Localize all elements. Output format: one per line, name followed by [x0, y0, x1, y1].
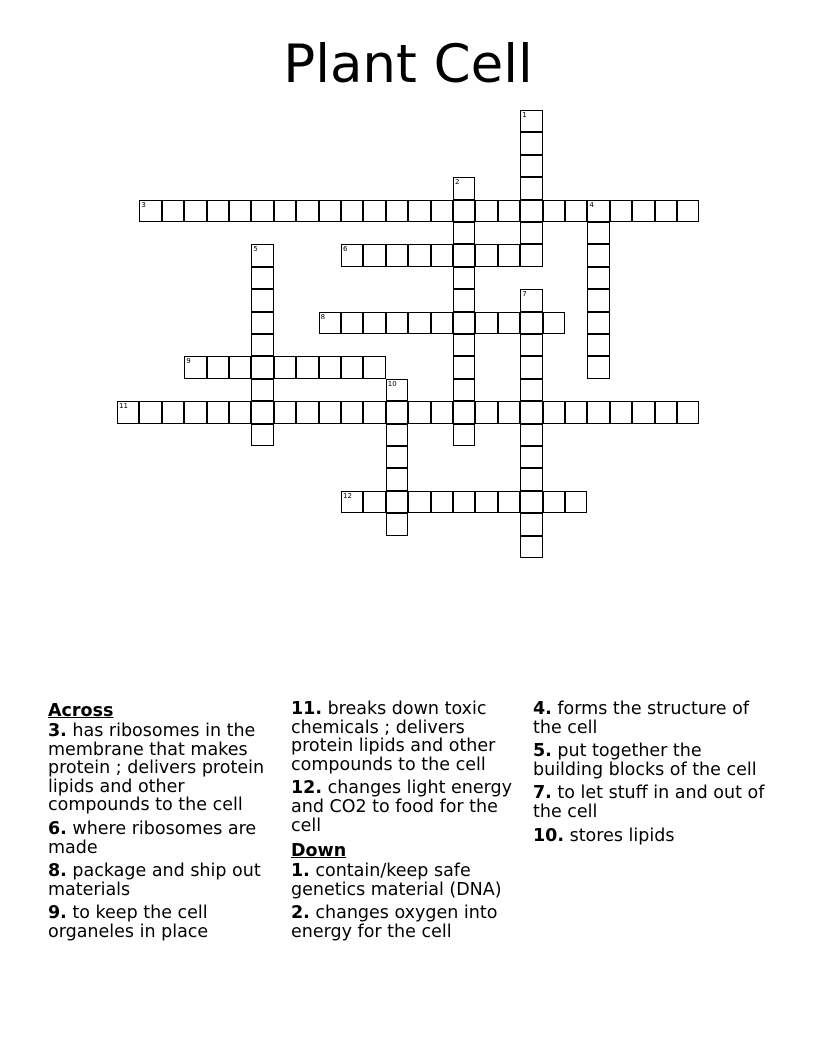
clue-item [291, 862, 529, 899]
cell-number: 9 [186, 357, 191, 366]
clue-item [48, 862, 286, 899]
grid-cell[interactable] [655, 200, 677, 222]
down-clue-list [291, 862, 529, 941]
clue-text: to let stuff in and out of the cell [533, 783, 765, 822]
grid-cell[interactable] [520, 446, 542, 468]
grid-cell[interactable] [565, 491, 587, 513]
clue-text: package and ship out materials [48, 861, 261, 900]
clue-item [291, 779, 529, 835]
clue-number: 10. [533, 825, 565, 846]
grid-cell[interactable] [251, 401, 273, 423]
grid-cell[interactable] [520, 110, 542, 132]
grid-cell[interactable] [453, 177, 475, 199]
grid-cell[interactable] [520, 513, 542, 535]
grid-cell[interactable] [655, 401, 677, 423]
cell-number: 4 [589, 200, 594, 209]
grid-cell[interactable] [341, 401, 363, 423]
grid-cell[interactable] [453, 244, 475, 266]
grid-cell[interactable] [587, 401, 609, 423]
grid-cell[interactable] [251, 379, 273, 401]
clue-item [291, 700, 529, 774]
grid-cell[interactable] [453, 401, 475, 423]
grid-cell[interactable] [319, 401, 341, 423]
grid-cell[interactable] [520, 379, 542, 401]
grid-cell[interactable] [184, 200, 206, 222]
clue-column-3 [533, 700, 771, 850]
grid-cell[interactable] [453, 267, 475, 289]
cell-number: 1 [522, 111, 527, 119]
grid-cell[interactable] [520, 244, 542, 266]
clue-text: to keep the cell organeles in place [48, 903, 209, 942]
grid-cell[interactable] [453, 424, 475, 446]
grid-cell[interactable] [162, 401, 184, 423]
clue-item [48, 722, 286, 815]
grid-cell[interactable] [431, 200, 453, 222]
grid-cell[interactable] [431, 244, 453, 266]
cell-number: 6 [343, 245, 348, 254]
clue-item [533, 742, 771, 779]
grid-cell[interactable] [498, 312, 520, 334]
clue-number: 1. [291, 861, 310, 882]
grid-cell[interactable] [475, 491, 497, 513]
grid-cell[interactable] [587, 267, 609, 289]
grid-cell[interactable] [207, 401, 229, 423]
grid-cell[interactable] [587, 289, 609, 311]
grid-cell[interactable] [408, 401, 430, 423]
grid-cell[interactable] [475, 200, 497, 222]
cell-number: 7 [522, 290, 527, 299]
grid-cell[interactable] [677, 200, 699, 222]
grid-cell[interactable] [453, 491, 475, 513]
cell-number: 12 [343, 491, 352, 500]
clue-item [48, 820, 286, 857]
grid-cell[interactable] [520, 312, 542, 334]
grid-cell[interactable] [386, 312, 408, 334]
grid-cell[interactable] [341, 356, 363, 378]
clue-text: changes oxygen into energy for the cell [291, 903, 498, 942]
grid-cell[interactable] [431, 491, 453, 513]
grid-cell[interactable] [296, 200, 318, 222]
grid-cell[interactable] [520, 177, 542, 199]
clue-text: put together the building blocks of the cell [533, 741, 757, 780]
grid-cell[interactable] [610, 401, 632, 423]
clue-text: breaks down toxic chemicals ; delivers protein lipids and other compounds to the cell [291, 699, 496, 775]
across-clue-list [48, 722, 286, 942]
grid-cell[interactable] [587, 200, 609, 222]
grid-cell[interactable] [587, 312, 609, 334]
clue-text: contain/keep safe genetics material (DNA) [291, 861, 502, 900]
grid-cell[interactable] [139, 401, 161, 423]
clue-column-2 [291, 700, 529, 947]
grid-cell[interactable] [296, 401, 318, 423]
grid-cell[interactable] [251, 356, 273, 378]
grid-cell[interactable] [453, 312, 475, 334]
grid-cell[interactable] [520, 222, 542, 244]
clue-number: 5. [533, 741, 552, 762]
grid-cell[interactable] [520, 155, 542, 177]
down-heading: Down [291, 841, 347, 862]
grid-cell[interactable] [610, 200, 632, 222]
clue-item [291, 904, 529, 941]
grid-cell[interactable] [498, 244, 520, 266]
cell-number: 3 [141, 200, 146, 209]
grid-cell[interactable] [431, 312, 453, 334]
grid-cell[interactable] [520, 424, 542, 446]
grid-cell[interactable] [565, 401, 587, 423]
grid-cell[interactable] [520, 334, 542, 356]
clue-number: 11. [291, 699, 323, 719]
grid-cell[interactable] [251, 289, 273, 311]
clue-number: 7. [533, 783, 552, 804]
grid-cell[interactable] [274, 200, 296, 222]
grid-cell[interactable] [498, 491, 520, 513]
grid-cell[interactable] [520, 200, 542, 222]
grid-cell[interactable] [543, 200, 565, 222]
grid-cell[interactable] [251, 334, 273, 356]
cell-number: 11 [119, 402, 128, 411]
grid-cell[interactable] [363, 312, 385, 334]
clue-number: 4. [533, 699, 552, 719]
grid-cell[interactable] [408, 312, 430, 334]
grid-cell[interactable] [520, 132, 542, 154]
grid-cell[interactable] [632, 200, 654, 222]
grid-cell[interactable] [386, 424, 408, 446]
down-clue-list-continued [533, 700, 771, 845]
grid-cell[interactable] [453, 200, 475, 222]
grid-cell[interactable] [386, 379, 408, 401]
grid-cell[interactable] [251, 267, 273, 289]
grid-cell[interactable] [386, 468, 408, 490]
grid-cell[interactable] [520, 401, 542, 423]
grid-cell[interactable] [453, 356, 475, 378]
across-heading: Across [48, 701, 114, 721]
grid-cell[interactable] [386, 244, 408, 266]
grid-cell[interactable] [341, 244, 363, 266]
grid-cell[interactable] [632, 401, 654, 423]
clue-number: 2. [291, 903, 310, 924]
grid-cell[interactable] [274, 356, 296, 378]
grid-cell[interactable] [520, 536, 542, 558]
grid-cell[interactable] [251, 312, 273, 334]
grid-cell[interactable] [386, 513, 408, 535]
grid-cell[interactable] [363, 356, 385, 378]
clue-text: where ribosomes are made [48, 818, 257, 858]
cell-number: 10 [387, 379, 397, 388]
clue-item [533, 784, 771, 821]
grid-cell[interactable] [475, 312, 497, 334]
grid-cell[interactable] [587, 334, 609, 356]
grid-cell[interactable] [386, 446, 408, 468]
grid-cell[interactable] [520, 356, 542, 378]
grid-cell[interactable] [251, 424, 273, 446]
grid-cell[interactable] [408, 200, 430, 222]
grid-cell[interactable] [251, 200, 273, 222]
grid-cell[interactable] [677, 401, 699, 423]
grid-cell[interactable] [386, 491, 408, 513]
grid-cell[interactable] [565, 200, 587, 222]
grid-cell[interactable] [543, 401, 565, 423]
grid-cell[interactable] [139, 200, 161, 222]
grid-cell[interactable] [363, 401, 385, 423]
grid-cell[interactable] [543, 312, 565, 334]
grid-cell[interactable] [296, 356, 318, 378]
grid-cell[interactable] [229, 356, 251, 378]
grid-cell[interactable] [498, 200, 520, 222]
grid-cell[interactable] [162, 200, 184, 222]
grid-cell[interactable] [184, 356, 206, 378]
clue-text: stores lipids [564, 825, 675, 846]
grid-cell[interactable] [475, 401, 497, 423]
grid-cell[interactable] [587, 356, 609, 378]
clue-text: forms the structure of the cell [533, 699, 750, 738]
clue-item [533, 827, 771, 846]
clue-number: 3. [48, 721, 67, 741]
grid-cell[interactable] [363, 244, 385, 266]
grid-cell[interactable] [229, 401, 251, 423]
grid-cell[interactable] [207, 356, 229, 378]
clue-text: has ribosomes in the membrane that makes protein ; delivers protein lipids and other compounds to the cell [48, 721, 265, 816]
grid-cell[interactable] [498, 401, 520, 423]
clue-text: changes light energy and CO2 to food for the cell [291, 778, 512, 836]
grid-cell[interactable] [587, 244, 609, 266]
clue-item [533, 700, 771, 737]
grid-cell[interactable] [229, 200, 251, 222]
grid-cell[interactable] [408, 491, 430, 513]
cell-number: 8 [320, 312, 326, 321]
grid-cell[interactable] [386, 200, 408, 222]
page-title: Plant Cell [283, 34, 533, 95]
grid-cell[interactable] [319, 356, 341, 378]
grid-cell[interactable] [363, 491, 385, 513]
grid-cell[interactable] [341, 491, 363, 513]
grid-cell[interactable] [475, 244, 497, 266]
clue-number: 8. [48, 861, 67, 882]
clue-column-1 [48, 700, 286, 947]
grid-cell[interactable] [453, 289, 475, 311]
grid-cell[interactable] [543, 491, 565, 513]
grid-cell[interactable] [587, 222, 609, 244]
across-clue-list-continued [291, 700, 529, 835]
grid-cell[interactable] [453, 222, 475, 244]
clue-number: 12. [291, 778, 323, 799]
clue-number: 9. [48, 903, 67, 924]
grid-cell[interactable] [453, 379, 475, 401]
grid-cell[interactable] [453, 334, 475, 356]
grid-cell[interactable] [431, 401, 453, 423]
grid-cell[interactable] [341, 312, 363, 334]
grid-cell[interactable] [520, 468, 542, 490]
grid-cell[interactable] [408, 244, 430, 266]
grid-cell[interactable] [274, 401, 296, 423]
clue-number: 6. [48, 818, 67, 839]
grid-cell[interactable] [319, 312, 341, 334]
grid-cell[interactable] [386, 401, 408, 423]
grid-cell[interactable] [251, 244, 273, 266]
grid-cell[interactable] [341, 200, 363, 222]
clue-item [48, 904, 286, 941]
grid-cell[interactable] [520, 289, 542, 311]
grid-cell[interactable] [520, 491, 542, 513]
cell-number: 2 [455, 178, 460, 187]
grid-cell[interactable] [319, 200, 341, 222]
grid-cell[interactable] [184, 401, 206, 423]
grid-cell[interactable] [363, 200, 385, 222]
grid-cell[interactable] [117, 401, 139, 423]
cell-number: 5 [253, 245, 258, 254]
grid-cell[interactable] [207, 200, 229, 222]
